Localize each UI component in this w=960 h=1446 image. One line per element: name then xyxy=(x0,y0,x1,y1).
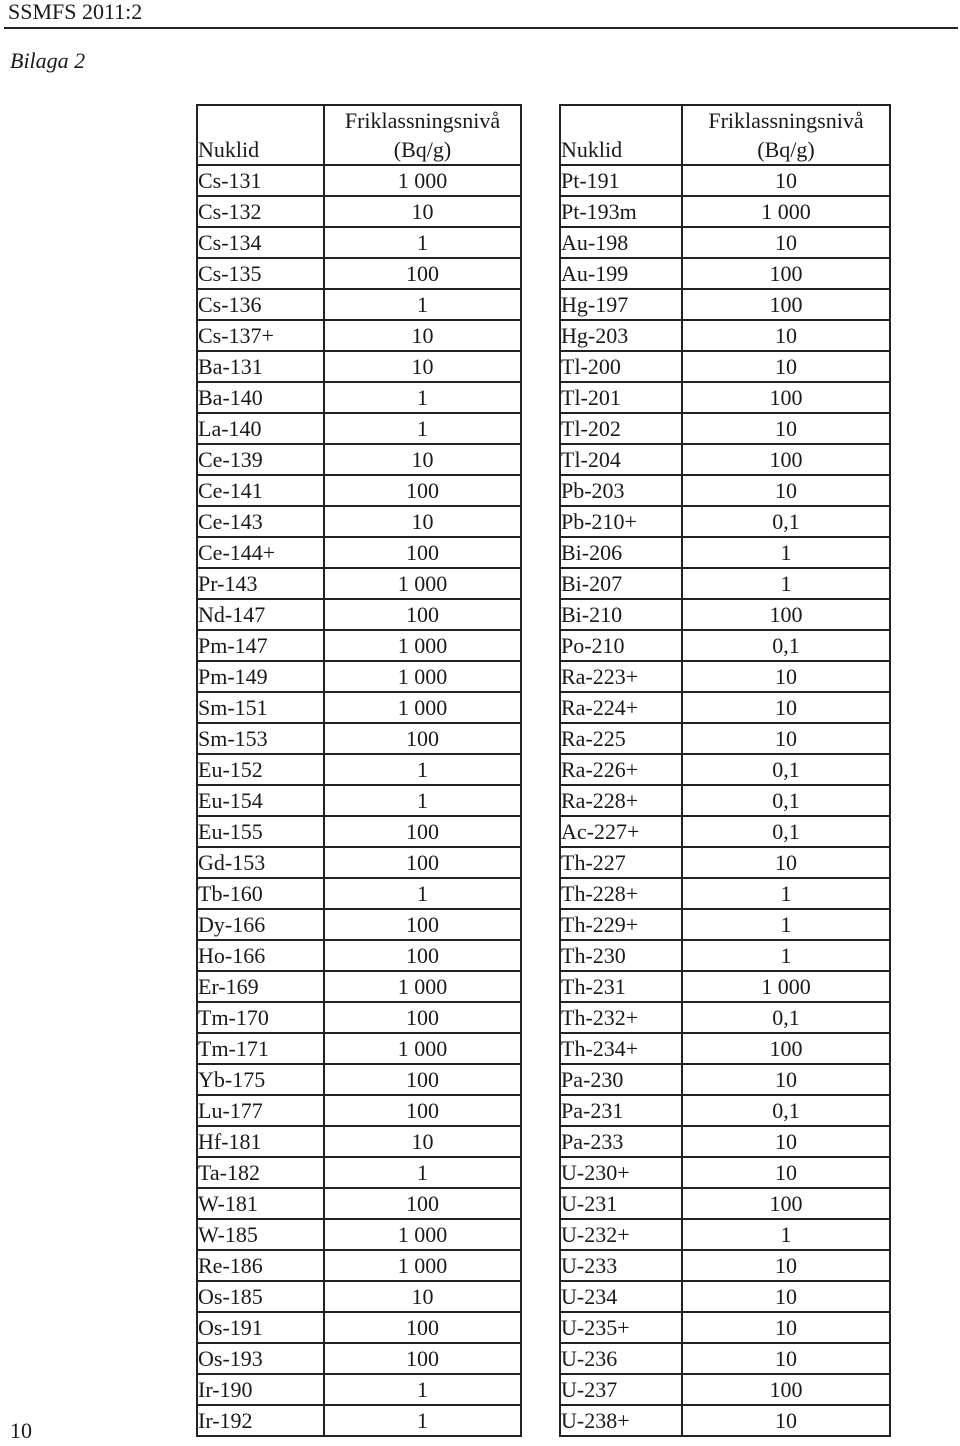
table-row xyxy=(197,1064,521,1095)
clearance-level-cell: 1 xyxy=(324,1405,521,1436)
column-header-clearance-level xyxy=(324,105,521,165)
appendix-label: Bilaga 2 xyxy=(10,48,86,73)
clearance-level-cell: 100 xyxy=(682,444,890,475)
nuclide-cell: Ac-227+ xyxy=(560,816,682,847)
table-row xyxy=(197,1219,521,1250)
clearance-level-cell: 10 xyxy=(324,351,521,382)
table-row xyxy=(560,754,890,785)
clearance-level-cell: 1 000 xyxy=(324,971,521,1002)
table-row xyxy=(560,847,890,878)
clearance-level-cell: 10 xyxy=(682,723,890,754)
table-row xyxy=(197,599,521,630)
nuclide-cell: U-232+ xyxy=(560,1219,682,1250)
clearance-level-cell: 100 xyxy=(324,816,521,847)
table-row xyxy=(197,847,521,878)
nuclide-cell: Th-228+ xyxy=(560,878,682,909)
table-row xyxy=(197,537,521,568)
nuclide-cell: Sm-153 xyxy=(197,723,324,754)
table-row xyxy=(560,599,890,630)
table-row xyxy=(197,196,521,227)
clearance-level-cell: 10 xyxy=(682,1405,890,1436)
table-row xyxy=(560,1219,890,1250)
clearance-level-cell: 10 xyxy=(682,1250,890,1281)
column-header-nuclide: Nuklid xyxy=(560,105,682,165)
clearance-level-cell: 100 xyxy=(324,940,521,971)
clearance-level-cell: 1 xyxy=(324,754,521,785)
table-row xyxy=(197,692,521,723)
table-row xyxy=(197,754,521,785)
nuclide-cell: Cs-132 xyxy=(197,196,324,227)
clearance-level-cell: 0,1 xyxy=(682,630,890,661)
nuclide-cell: U-235+ xyxy=(560,1312,682,1343)
nuclide-cell: Th-227 xyxy=(560,847,682,878)
nuclide-cell: Ce-139 xyxy=(197,444,324,475)
table-row xyxy=(560,1002,890,1033)
clearance-level-cell: 1 000 xyxy=(682,196,890,227)
nuclide-cell: Nd-147 xyxy=(197,599,324,630)
nuclide-cell: Cs-136 xyxy=(197,289,324,320)
clearance-level-cell: 100 xyxy=(324,723,521,754)
clearance-level-cell: 1 000 xyxy=(324,1219,521,1250)
clearance-level-cell: 10 xyxy=(682,661,890,692)
table-row xyxy=(197,1033,521,1064)
nuclide-cell: Pb-210+ xyxy=(560,506,682,537)
table-row xyxy=(197,258,521,289)
nuclide-cell: Pa-231 xyxy=(560,1095,682,1126)
clearance-level-cell: 0,1 xyxy=(682,1095,890,1126)
table-row xyxy=(560,1374,890,1405)
nuclide-cell: Tl-202 xyxy=(560,413,682,444)
nuclide-cell: Tb-160 xyxy=(197,878,324,909)
clearance-level-cell: 100 xyxy=(324,847,521,878)
clearance-level-cell: 1 000 xyxy=(324,661,521,692)
table-row xyxy=(560,1126,890,1157)
clearance-level-cell: 10 xyxy=(324,506,521,537)
clearance-level-cell: 1 000 xyxy=(324,630,521,661)
nuclide-cell: Ra-226+ xyxy=(560,754,682,785)
nuclide-cell: Th-231 xyxy=(560,971,682,1002)
table-row xyxy=(197,878,521,909)
clearance-level-cell: 1 xyxy=(324,227,521,258)
nuclide-cell: Cs-135 xyxy=(197,258,324,289)
clearance-level-cell: 10 xyxy=(682,1343,890,1374)
clearance-level-cell: 0,1 xyxy=(682,816,890,847)
clearance-level-cell: 1 000 xyxy=(324,692,521,723)
nuclide-cell: W-181 xyxy=(197,1188,324,1219)
clearance-level-cell: 1 xyxy=(324,1157,521,1188)
document-id: SSMFS 2011:2 xyxy=(8,0,143,24)
clearance-level-cell: 10 xyxy=(682,320,890,351)
nuclide-cell: Tm-171 xyxy=(197,1033,324,1064)
header-line-2: (Bq/g) xyxy=(757,137,815,162)
table-row xyxy=(560,568,890,599)
clearance-level-cell: 100 xyxy=(324,258,521,289)
nuclide-cell: Re-186 xyxy=(197,1250,324,1281)
nuclide-table-left xyxy=(196,104,522,1437)
nuclide-cell: Pt-191 xyxy=(560,165,682,196)
clearance-level-cell: 100 xyxy=(324,475,521,506)
table-row xyxy=(197,1250,521,1281)
nuclide-cell: Er-169 xyxy=(197,971,324,1002)
nuclide-cell: Th-230 xyxy=(560,940,682,971)
clearance-level-cell: 10 xyxy=(682,165,890,196)
table-body-left xyxy=(197,165,521,1436)
nuclide-cell: U-237 xyxy=(560,1374,682,1405)
nuclide-cell: Au-198 xyxy=(560,227,682,258)
table-row xyxy=(197,1002,521,1033)
clearance-level-cell: 1 000 xyxy=(682,971,890,1002)
nuclide-cell: Yb-175 xyxy=(197,1064,324,1095)
nuclide-cell: Hf-181 xyxy=(197,1126,324,1157)
table-row xyxy=(197,785,521,816)
clearance-level-cell: 100 xyxy=(682,599,890,630)
header-divider xyxy=(4,27,958,29)
table-header-row xyxy=(560,105,890,165)
header-line-1: Friklassningsnivå xyxy=(708,108,864,133)
table-row xyxy=(197,723,521,754)
table-row xyxy=(197,1281,521,1312)
table-row xyxy=(197,165,521,196)
clearance-level-cell: 1 xyxy=(324,878,521,909)
nuclide-cell: U-234 xyxy=(560,1281,682,1312)
nuclide-cell: Ra-225 xyxy=(560,723,682,754)
table-row xyxy=(560,444,890,475)
nuclide-cell: Pa-233 xyxy=(560,1126,682,1157)
clearance-level-cell: 1 xyxy=(324,785,521,816)
clearance-level-cell: 100 xyxy=(324,1343,521,1374)
clearance-level-cell: 1 000 xyxy=(324,1033,521,1064)
nuclide-cell: Bi-210 xyxy=(560,599,682,630)
table-row xyxy=(560,351,890,382)
table-row xyxy=(560,661,890,692)
clearance-level-cell: 1 000 xyxy=(324,165,521,196)
clearance-level-cell: 10 xyxy=(682,1064,890,1095)
clearance-level-cell: 1 xyxy=(682,1219,890,1250)
header-line-2: (Bq/g) xyxy=(393,137,452,162)
table-row xyxy=(560,785,890,816)
nuclide-cell: Hg-203 xyxy=(560,320,682,351)
table-row xyxy=(560,692,890,723)
clearance-level-cell: 100 xyxy=(324,909,521,940)
table-row xyxy=(560,382,890,413)
table-row xyxy=(560,1250,890,1281)
nuclide-cell: Th-229+ xyxy=(560,909,682,940)
table-row xyxy=(197,320,521,351)
nuclide-cell: Ce-143 xyxy=(197,506,324,537)
nuclide-cell: Tl-201 xyxy=(560,382,682,413)
table-row xyxy=(560,630,890,661)
nuclide-cell: Th-232+ xyxy=(560,1002,682,1033)
table-row xyxy=(560,227,890,258)
table-row xyxy=(197,630,521,661)
nuclide-cell: Dy-166 xyxy=(197,909,324,940)
table-row xyxy=(197,506,521,537)
nuclide-cell: Ra-228+ xyxy=(560,785,682,816)
clearance-level-cell: 100 xyxy=(682,1188,890,1219)
table-row xyxy=(197,1157,521,1188)
clearance-level-cell: 10 xyxy=(682,227,890,258)
table-row xyxy=(197,413,521,444)
table-body-right xyxy=(560,165,890,1436)
table-row xyxy=(560,1281,890,1312)
nuclide-cell: Ce-144+ xyxy=(197,537,324,568)
table-row xyxy=(560,1312,890,1343)
clearance-level-cell: 1 xyxy=(324,289,521,320)
nuclide-cell: Eu-154 xyxy=(197,785,324,816)
table-row xyxy=(560,320,890,351)
header-line-1: Friklassningsnivå xyxy=(344,108,501,133)
clearance-level-cell: 1 000 xyxy=(324,568,521,599)
clearance-level-cell: 0,1 xyxy=(682,785,890,816)
table-row xyxy=(560,723,890,754)
nuclide-cell: Os-193 xyxy=(197,1343,324,1374)
table-row xyxy=(197,227,521,258)
table-row xyxy=(197,909,521,940)
clearance-level-cell: 0,1 xyxy=(682,506,890,537)
table-row xyxy=(560,165,890,196)
table-row xyxy=(197,382,521,413)
nuclide-cell: Ra-223+ xyxy=(560,661,682,692)
table-row xyxy=(197,1343,521,1374)
table-row xyxy=(560,537,890,568)
clearance-level-cell: 10 xyxy=(682,1312,890,1343)
nuclide-cell: Bi-206 xyxy=(560,537,682,568)
table-row xyxy=(197,1405,521,1436)
nuclide-cell: Tl-200 xyxy=(560,351,682,382)
nuclide-cell: U-230+ xyxy=(560,1157,682,1188)
nuclide-cell: U-231 xyxy=(560,1188,682,1219)
clearance-level-cell: 10 xyxy=(324,320,521,351)
table-row xyxy=(197,444,521,475)
clearance-level-cell: 100 xyxy=(324,1095,521,1126)
clearance-level-cell: 1 xyxy=(682,878,890,909)
nuclide-cell: Os-191 xyxy=(197,1312,324,1343)
table-row xyxy=(560,289,890,320)
clearance-level-cell: 100 xyxy=(324,1188,521,1219)
clearance-level-cell: 1 xyxy=(324,413,521,444)
clearance-level-cell: 10 xyxy=(682,1126,890,1157)
nuclide-cell: Cs-131 xyxy=(197,165,324,196)
nuclide-cell: Cs-137+ xyxy=(197,320,324,351)
nuclide-cell: Pb-203 xyxy=(560,475,682,506)
nuclide-cell: Pt-193m xyxy=(560,196,682,227)
table-row xyxy=(560,196,890,227)
table-row xyxy=(560,909,890,940)
table-row xyxy=(560,816,890,847)
clearance-level-cell: 10 xyxy=(682,475,890,506)
nuclide-cell: Ce-141 xyxy=(197,475,324,506)
clearance-level-cell: 100 xyxy=(682,382,890,413)
table-row xyxy=(560,1064,890,1095)
clearance-level-cell: 0,1 xyxy=(682,754,890,785)
page-number: 10 xyxy=(10,1418,32,1443)
nuclide-cell: Pm-147 xyxy=(197,630,324,661)
clearance-level-cell: 10 xyxy=(682,692,890,723)
table-row xyxy=(560,878,890,909)
clearance-level-cell: 10 xyxy=(682,1281,890,1312)
clearance-level-cell: 1 xyxy=(682,940,890,971)
nuclide-cell: Ho-166 xyxy=(197,940,324,971)
clearance-level-cell: 10 xyxy=(682,351,890,382)
column-header-clearance-level xyxy=(682,105,890,165)
table-row xyxy=(197,475,521,506)
nuclide-cell: Eu-152 xyxy=(197,754,324,785)
nuclide-table-right xyxy=(559,104,891,1437)
clearance-level-cell: 10 xyxy=(682,1157,890,1188)
nuclide-cell: Gd-153 xyxy=(197,847,324,878)
nuclide-cell: Ir-192 xyxy=(197,1405,324,1436)
nuclide-cell: Ra-224+ xyxy=(560,692,682,723)
table-row xyxy=(560,258,890,289)
table-row xyxy=(560,1095,890,1126)
clearance-level-cell: 100 xyxy=(324,599,521,630)
table-row xyxy=(560,971,890,1002)
clearance-level-cell: 100 xyxy=(324,1064,521,1095)
table-row xyxy=(197,940,521,971)
nuclide-cell: Po-210 xyxy=(560,630,682,661)
nuclide-cell: Lu-177 xyxy=(197,1095,324,1126)
nuclide-cell: Hg-197 xyxy=(560,289,682,320)
nuclide-cell: Th-234+ xyxy=(560,1033,682,1064)
table-row xyxy=(197,1126,521,1157)
clearance-level-cell: 10 xyxy=(682,413,890,444)
table-row xyxy=(560,413,890,444)
table-row xyxy=(197,661,521,692)
table-row xyxy=(197,289,521,320)
clearance-level-cell: 100 xyxy=(682,289,890,320)
nuclide-cell: U-238+ xyxy=(560,1405,682,1436)
clearance-level-cell: 100 xyxy=(324,1002,521,1033)
nuclide-cell: La-140 xyxy=(197,413,324,444)
table-row xyxy=(197,568,521,599)
nuclide-cell: U-233 xyxy=(560,1250,682,1281)
nuclide-cell: Pr-143 xyxy=(197,568,324,599)
table-row xyxy=(197,1095,521,1126)
table-row xyxy=(197,816,521,847)
table-row xyxy=(560,1157,890,1188)
table-row xyxy=(560,1188,890,1219)
nuclide-cell: Sm-151 xyxy=(197,692,324,723)
nuclide-cell: Ir-190 xyxy=(197,1374,324,1405)
clearance-level-cell: 1 000 xyxy=(324,1250,521,1281)
table-row xyxy=(560,506,890,537)
nuclide-cell: Os-185 xyxy=(197,1281,324,1312)
clearance-level-cell: 10 xyxy=(324,1281,521,1312)
nuclide-cell: Tl-204 xyxy=(560,444,682,475)
table-row xyxy=(197,1374,521,1405)
nuclide-cell: Pm-149 xyxy=(197,661,324,692)
clearance-level-cell: 1 xyxy=(682,568,890,599)
table-row xyxy=(560,475,890,506)
nuclide-cell: Tm-170 xyxy=(197,1002,324,1033)
nuclide-cell: Au-199 xyxy=(560,258,682,289)
nuclide-cell: Ta-182 xyxy=(197,1157,324,1188)
nuclide-cell: W-185 xyxy=(197,1219,324,1250)
clearance-level-cell: 100 xyxy=(324,537,521,568)
clearance-level-cell: 10 xyxy=(324,196,521,227)
nuclide-cell: Ba-140 xyxy=(197,382,324,413)
nuclide-cell: Ba-131 xyxy=(197,351,324,382)
clearance-level-cell: 100 xyxy=(324,1312,521,1343)
clearance-level-cell: 1 xyxy=(682,909,890,940)
clearance-level-cell: 0,1 xyxy=(682,1002,890,1033)
table-row xyxy=(197,351,521,382)
table-row xyxy=(560,1343,890,1374)
clearance-level-cell: 10 xyxy=(324,444,521,475)
nuclide-cell: Cs-134 xyxy=(197,227,324,258)
clearance-level-cell: 100 xyxy=(682,1033,890,1064)
clearance-level-cell: 1 xyxy=(324,1374,521,1405)
table-row xyxy=(560,1033,890,1064)
table-row xyxy=(560,940,890,971)
column-header-nuclide: Nuklid xyxy=(197,105,324,165)
clearance-level-cell: 1 xyxy=(682,537,890,568)
clearance-level-cell: 100 xyxy=(682,258,890,289)
nuclide-cell: Bi-207 xyxy=(560,568,682,599)
clearance-level-cell: 10 xyxy=(682,847,890,878)
nuclide-cell: U-236 xyxy=(560,1343,682,1374)
clearance-level-cell: 1 xyxy=(324,382,521,413)
table-row xyxy=(197,971,521,1002)
table-header-row xyxy=(197,105,521,165)
table-row xyxy=(197,1312,521,1343)
clearance-level-cell: 100 xyxy=(682,1374,890,1405)
table-row xyxy=(197,1188,521,1219)
clearance-level-cell: 10 xyxy=(324,1126,521,1157)
nuclide-cell: Pa-230 xyxy=(560,1064,682,1095)
table-row xyxy=(560,1405,890,1436)
nuclide-cell: Eu-155 xyxy=(197,816,324,847)
